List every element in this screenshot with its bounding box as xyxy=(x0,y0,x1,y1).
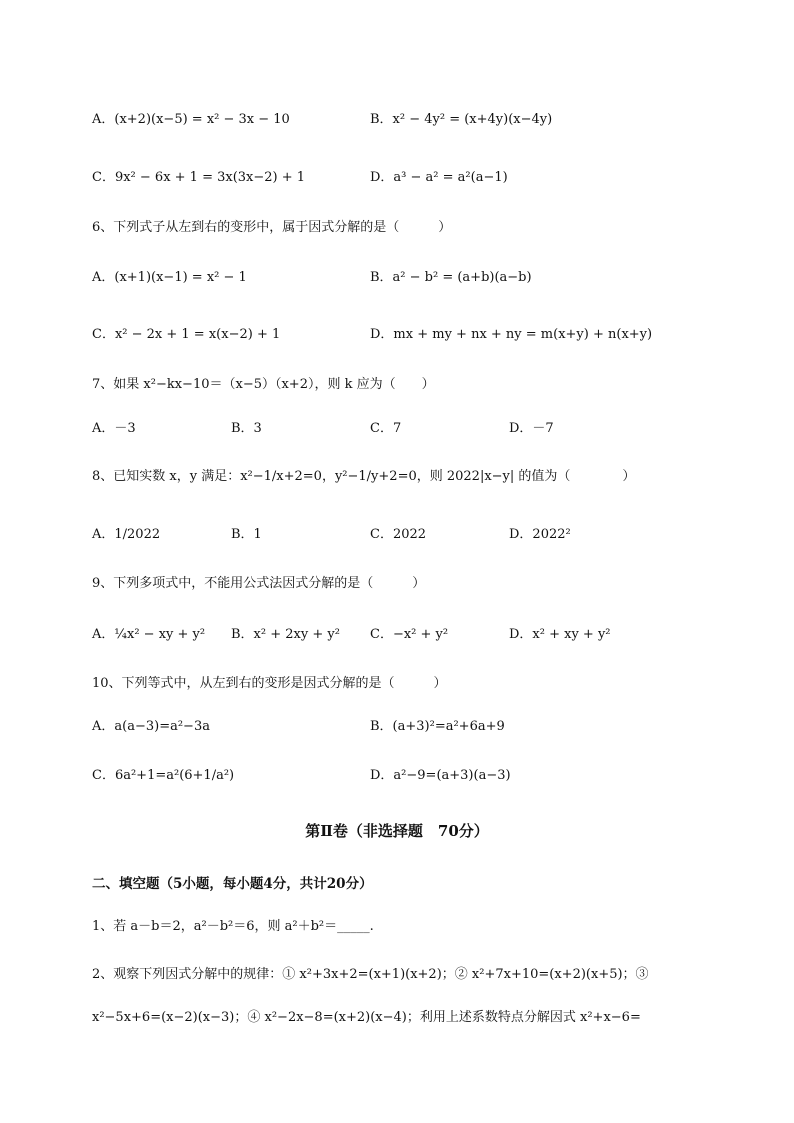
q8-stem: 8、已知实数 x，y 满足：x²−1/x+2=0，y²−1/y+2=0，则 2022|x−y| 的值为（ ） xyxy=(92,469,636,484)
q9-option-d: D．x² + xy + y² xyxy=(509,627,611,642)
q9-option-a: A．¼x² − xy + y² xyxy=(92,627,206,642)
part2-title: 第Ⅱ卷（非选择题 70分） xyxy=(305,822,489,840)
q8-option-a: A．1/2022 xyxy=(92,527,161,542)
q6-option-a: A．(x+1)(x−1) = x² − 1 xyxy=(92,270,247,285)
q7-option-a: A．－3 xyxy=(92,421,136,436)
q10-option-a: A．a(a−3)=a²−3a xyxy=(92,719,210,734)
fill-question-1: 1、若 a－b＝2，a²－b²＝6，则 a²＋b²＝_____. xyxy=(92,919,374,934)
q7-option-c: C．7 xyxy=(370,421,402,436)
q6-option-c: C．x² − 2x + 1 = x(x−2) + 1 xyxy=(92,327,281,342)
q6-option-b: B．a² − b² = (a+b)(a−b) xyxy=(370,270,532,285)
fill-question-2-line2: x²−5x+6=(x−2)(x−3)；④ x²−2x−8=(x+2)(x−4)；利用上述系数特点分解因式 x²+x−6= xyxy=(92,1010,641,1025)
q10-option-b: B．(a+3)²=a²+6a+9 xyxy=(370,719,505,734)
q9-option-b: B．x² + 2xy + y² xyxy=(231,627,340,642)
section2-title: 二、填空题（5小题，每小题4分，共计20分） xyxy=(92,876,373,892)
q6-option-d: D．mx + my + nx + ny = m(x+y) + n(x+y) xyxy=(370,327,653,342)
q9-option-c: C．−x² + y² xyxy=(370,627,449,642)
q5-option-a: A．(x+2)(x−5) = x² − 3x − 10 xyxy=(92,112,290,127)
q8-option-b: B．1 xyxy=(231,527,262,542)
q7-option-b: B．3 xyxy=(231,421,262,436)
fill-question-2-line1: 2、观察下列因式分解中的规律：① x²+3x+2=(x+1)(x+2)；② x²+7x+10=(x+2)(x+5)；③ xyxy=(92,967,649,982)
q7-option-d: D．－7 xyxy=(509,421,554,436)
q6-stem: 6、下列式子从左到右的变形中，属于因式分解的是（ ） xyxy=(92,220,452,235)
q7-stem: 7、如果 x²−kx−10＝（x−5）（x+2），则 k 应为（ ） xyxy=(92,377,435,392)
q8-option-c: C．2022 xyxy=(370,527,427,542)
q5-option-d: D．a³ − a² = a²(a−1) xyxy=(370,170,508,185)
q10-stem: 10、下列等式中，从左到右的变形是因式分解的是（ ） xyxy=(92,676,447,691)
q9-stem: 9、下列多项式中，不能用公式法因式分解的是（ ） xyxy=(92,576,426,591)
q8-option-d: D．2022² xyxy=(509,527,571,542)
q5-option-b: B．x² − 4y² = (x+4y)(x−4y) xyxy=(370,112,553,127)
q10-option-c: C．6a²+1=a²(6+1/a²) xyxy=(92,768,235,783)
q5-option-c: C．9x² − 6x + 1 = 3x(3x−2) + 1 xyxy=(92,170,306,185)
q10-option-d: D．a²−9=(a+3)(a−3) xyxy=(370,768,511,783)
